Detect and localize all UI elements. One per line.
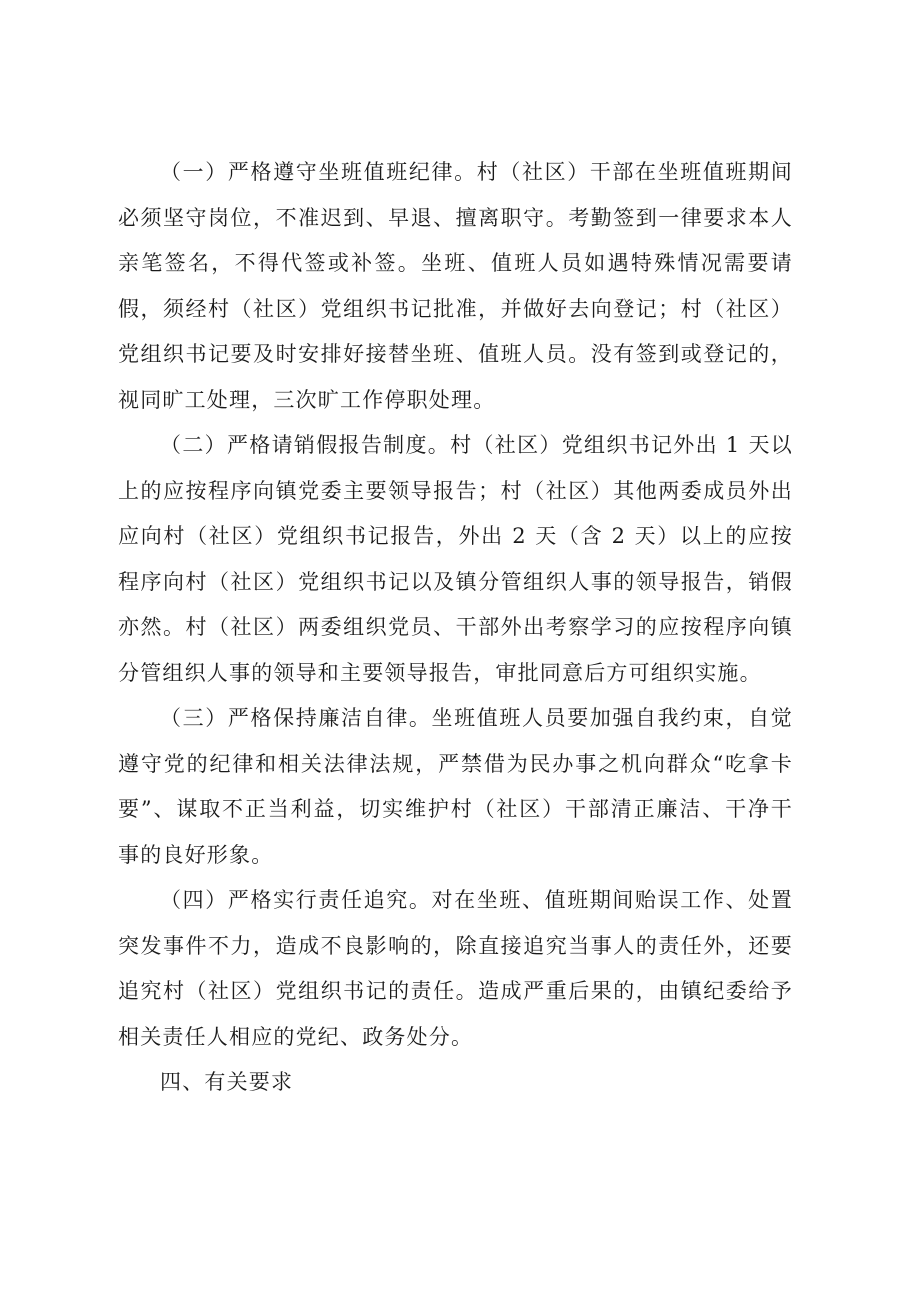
paragraph-integrity: （三）严格保持廉洁自律。坐班值班人员要加强自我约束，自觉遵守党的纪律和相关法律法规，严禁借为民办事之机向群众“吃拿卡要”、谋取不正当利益，切实维护村（社区）干部清正廉洁、干净干事的良好形象。 [118,706,793,867]
paragraph-work-discipline: （一）严格遵守坐班值班纪律。村（社区）干部在坐班值班期间必须坚守岗位，不准迟到、早退、擅离职守。考勤签到一律要求本人亲笔签名，不得代签或补签。坐班、值班人员如遇特殊情况需要请假，须经村（社区）党组织书记批准，并做好去向登记；村（社区）党组织书记要及时安排好接替坐班、值班人员。没有签到或登记的，视同旷工处理，三次旷工作停职处理。 [118,160,793,412]
paragraph-accountability: （四）严格实行责任追究。对在坐班、值班期间贻误工作、处置突发事件不力，造成不良影响的，除直接追究当事人的责任外，还要追究村（社区）党组织书记的责任。造成严重后果的，由镇纪委给予相关责任人相应的党纪、政务处分。 [118,888,793,1049]
paragraph-leave-reporting: （二）严格请销假报告制度。村（社区）党组织书记外出 1 天以上的应按程序向镇党委主要领导报告；村（社区）其他两委成员外出应向村（社区）党组织书记报告，外出 2 天（含 2 天）以上的应按程序向村（社区）党组织书记以及镇分管组织人事的领导报告，销假亦然。村（社区）两委组织党员、干部外出考察学习的应按程序向镇分管组织人事的领导和主要领导报告，审批同意后方可组织实施。 [118,433,793,685]
document-body [118,150,793,1106]
section-heading-requirements: 四、有关要求 [160,1070,294,1094]
